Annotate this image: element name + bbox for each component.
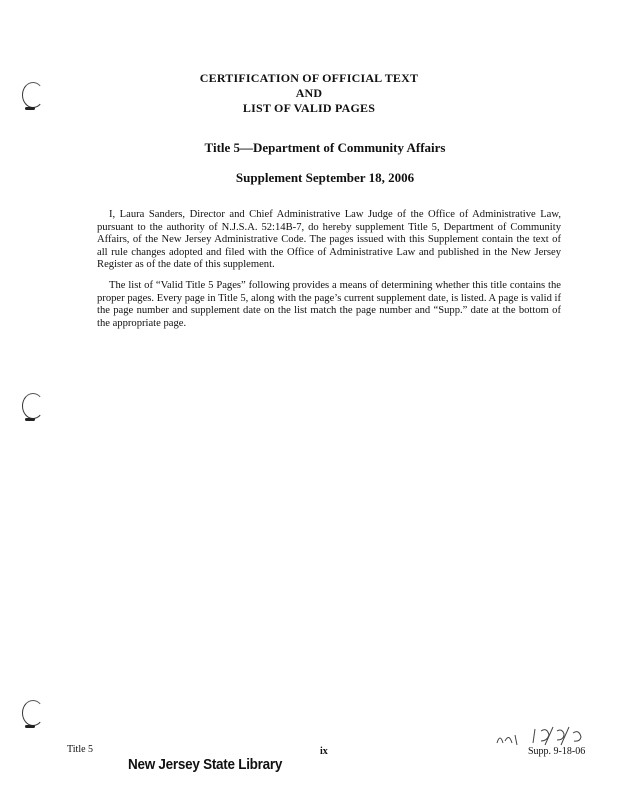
heading-line-2: AND	[295, 86, 323, 100]
footer-supplement: Supp. 9-18-06	[528, 746, 586, 757]
body-paragraph-2: The list of “Valid Title 5 Pages” following provides a means of determining whether this title contains the proper pages. Every page in Title 5, along with the page’s current supplement date, is listed. A page is valid if the page number and supplement date on the list match the page number and “Supp.” date at the bottom of the appropriate page.	[97, 279, 561, 329]
supplement-date: Supplement September 18, 2006	[235, 170, 415, 185]
handwritten-note-icon	[495, 723, 603, 749]
binder-hole-icon	[22, 393, 44, 419]
body-paragraph-1: I, Laura Sanders, Director and Chief Administrative Law Judge of the Office of Administrative Law, pursuant to the authority of N.J.S.A. 52:14B-7, do hereby supplement Title 5, Department of Community Affairs, of the New Jersey Administrative Code. The pages issued with this Supplement contain the text of all rule changes adopted and filed with the Office of Administrative Law and published in the New Jersey Register as of the date of this supplement.	[97, 209, 561, 271]
heading-line-1: CERTIFICATION OF OFFICIAL TEXT	[199, 71, 419, 85]
footer-title: Title 5	[67, 744, 94, 755]
certification-heading	[0, 71, 618, 116]
footer-page-number: ix	[320, 746, 328, 757]
title-department: Title 5—Department of Community Affairs	[204, 140, 446, 155]
library-stamp: New Jersey State Library	[128, 756, 283, 773]
binder-hole-icon	[22, 700, 44, 726]
certification-body	[97, 209, 561, 338]
heading-line-3: LIST OF VALID PAGES	[242, 101, 376, 115]
